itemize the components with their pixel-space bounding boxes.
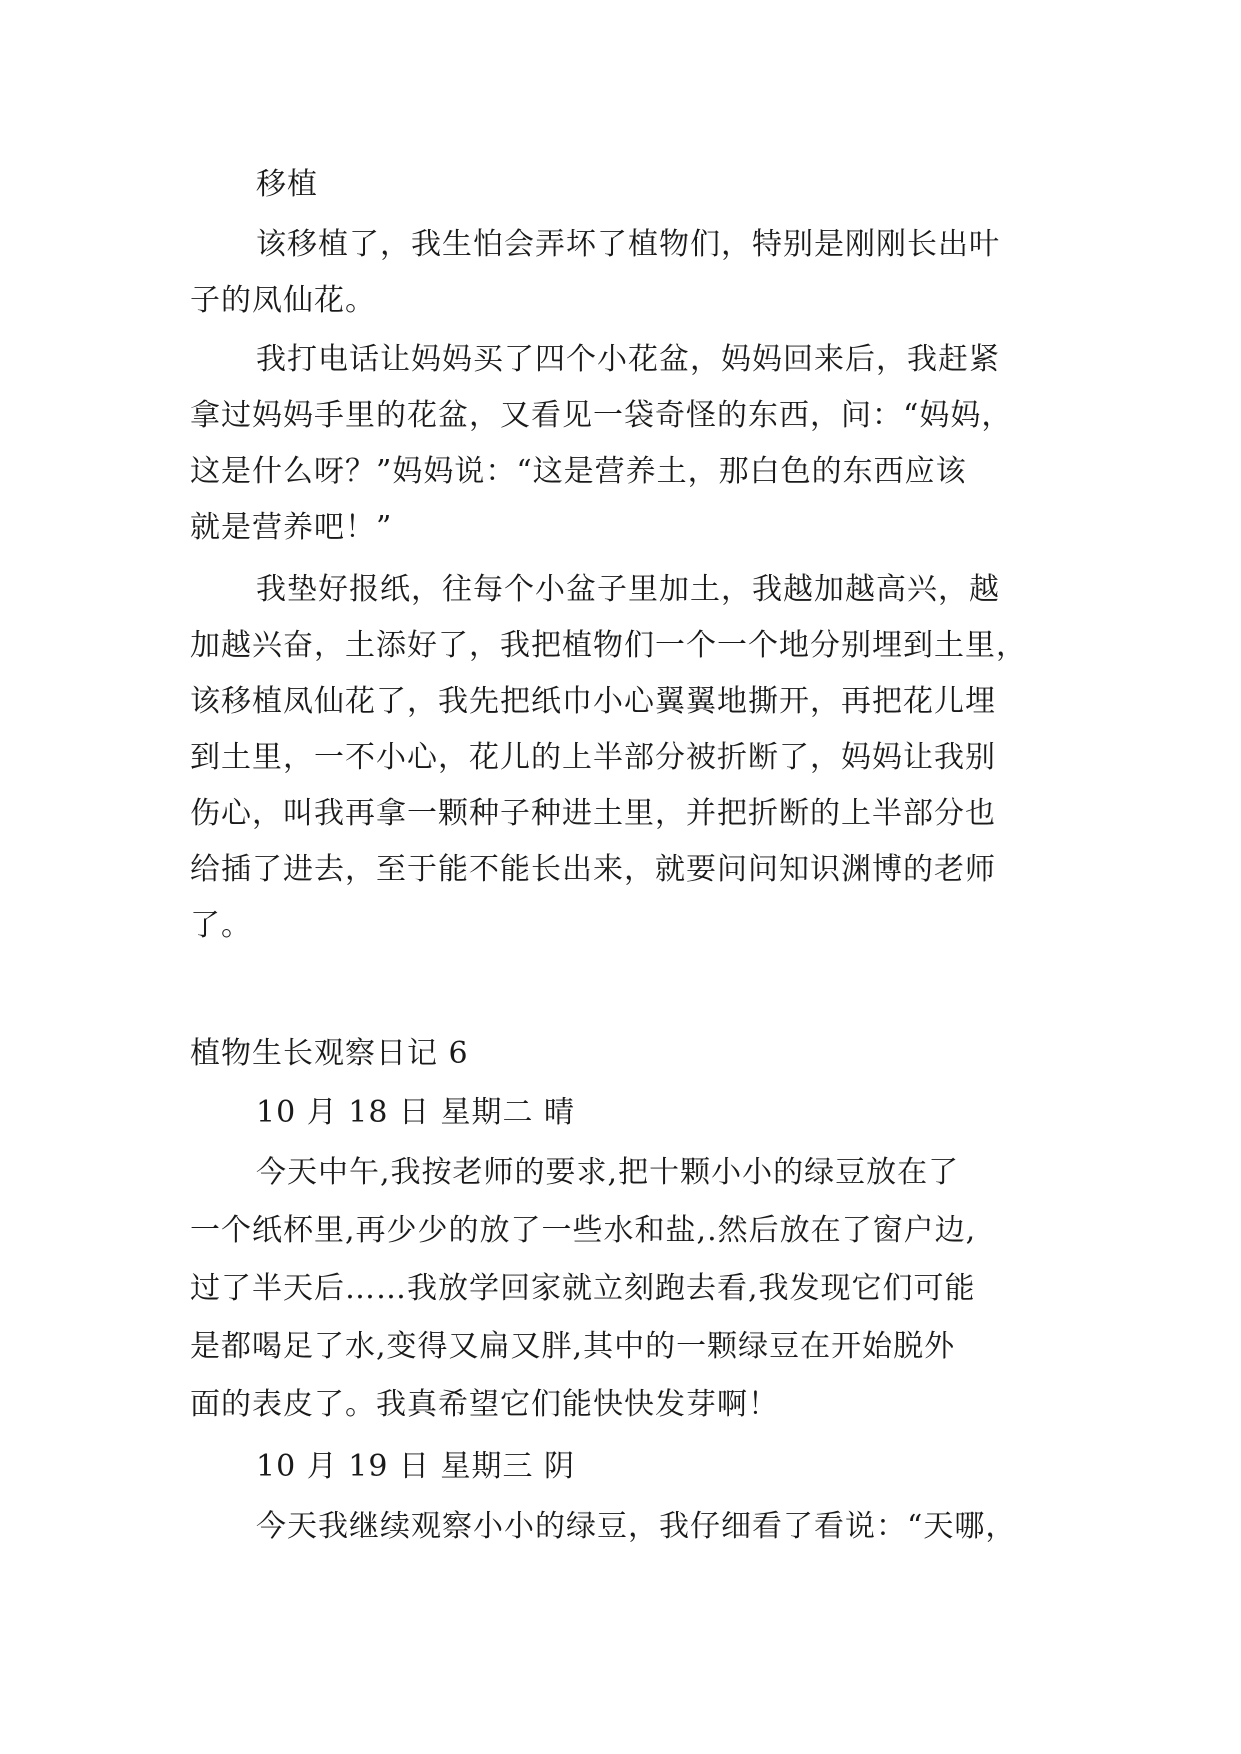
- paragraph-line: 了。: [190, 908, 252, 943]
- paragraph-line: 到土里，一不小心，花儿的上半部分被折断了，妈妈让我别: [190, 740, 996, 775]
- diary-date: 10 月 18 日 星期二 晴: [256, 1095, 576, 1130]
- paragraph-line: 该移植凤仙花了，我先把纸巾小心翼翼地撕开，再把花儿埋: [190, 684, 996, 719]
- diary-line: 过了半天后……我放学回家就立刻跑去看,我发现它们可能: [190, 1271, 976, 1306]
- diary-line: 是都喝足了水,变得又扁又胖,其中的一颗绿豆在开始脱外: [190, 1329, 956, 1364]
- paragraph-line: 我垫好报纸，往每个小盆子里加土，我越加越高兴，越: [256, 572, 1000, 607]
- paragraph-line: 加越兴奋，土添好了，我把植物们一个一个地分别埋到土里，: [190, 628, 1027, 663]
- paragraph-line: 这是什么呀？”妈妈说：“这是营养土，那白色的东西应该: [190, 454, 967, 489]
- paragraph-line: 就是营养吧！”: [190, 510, 393, 545]
- paragraph-line: 该移植了，我生怕会弄坏了植物们，特别是刚刚长出叶: [256, 227, 1000, 262]
- diary-date: 10 月 19 日 星期三 阴: [256, 1449, 576, 1484]
- diary-line: 一个纸杯里,再少少的放了一些水和盐,.然后放在了窗户边,: [190, 1213, 977, 1248]
- diary-line: 面的表皮了。我真希望它们能快快发芽啊！: [190, 1387, 779, 1422]
- paragraph-line: 伤心，叫我再拿一颗种子种进土里，并把折断的上半部分也: [190, 796, 996, 831]
- diary-title: 植物生长观察日记 6: [190, 1036, 469, 1071]
- paragraph-line: 子的凤仙花。: [190, 283, 376, 318]
- paragraph-line: 拿过妈妈手里的花盆，又看见一袋奇怪的东西，问：“妈妈，: [190, 398, 1013, 433]
- diary-line: 今天中午,我按老师的要求,把十颗小小的绿豆放在了: [256, 1155, 960, 1190]
- paragraph-line: 给插了进去，至于能不能长出来，就要问问知识渊博的老师: [190, 852, 996, 887]
- section-heading: 移植: [256, 167, 318, 202]
- paragraph-line: 我打电话让妈妈买了四个小花盆，妈妈回来后，我赶紧: [256, 342, 1000, 377]
- diary-line: 今天我继续观察小小的绿豆，我仔细看了看说：“天哪，: [256, 1509, 1017, 1544]
